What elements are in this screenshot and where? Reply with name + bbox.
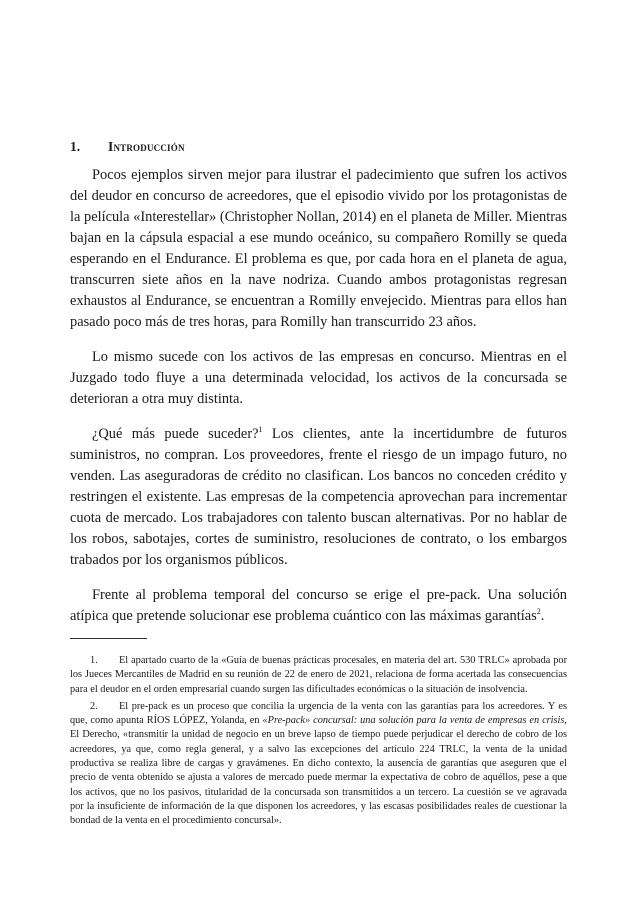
- paragraph-2: Lo mismo sucede con los activos de las empresas en concurso. Mientras en el Juzgado todo fluye a una determinada velocidad, los activos de la concursada se deterioran a otra muy distinta.: [70, 349, 567, 407]
- footnote-text-cont: El Derecho, «transmitir la unidad de negocio en un breve lapso de tiempo puede perjudicar el derecho de cobro de los acreedores, ya que, como regla general, y a salvo las excepciones del artículo 224 TRLC, la venta de la unidad productiva se realiza libre de cargas y gravámenes. En dicho contexto, la ausencia de garantías que aseguren que el precio de venta obtenido se ajusta a valores de mercado puede mermar la expectativa de cobro de aquéllos, pese a que los activos, que no los pasivos, titularidad de la concursada son transmitidos a un tercero. La cuestión se ve agravada por la insuficiente de información de la que disponen los acreedores, y las escasas posibilidades reales de cuestionar la bondad de la venta en el procedimiento concursal».: [70, 729, 567, 827]
- footnotes: [70, 654, 567, 832]
- footnote-2: [70, 700, 567, 829]
- paragraph-3-text-cont: Los clientes, ante la incertidumbre de futuros suministros, no compran. Los proveedores, frente el riesgo de un impago futuro, no venden. Las aseguradoras de crédito no clasifican. Los bancos no conceden crédito y restringen el existente. Las empresas de la competencia aprovechan para incrementar cuota de mercado. Los trabajadores con talento buscan alternativas. Por no hablar de los robos, sabotajes, cortes de suministro, resoluciones de contrato, o los embargos trabados por los organismos públicos.: [70, 426, 567, 568]
- footnote-separator: [70, 638, 147, 639]
- section-heading: [70, 139, 185, 155]
- section-title: Introducción: [108, 139, 185, 154]
- footnote-text: El apartado cuarto de la «Guía de buenas prácticas procesales, en materia del art. 530 TRLC» aprobada por los Jueces Mercantiles de Madrid en su reunión de 22 de enero de 2021, relaciona de forma acertada las consecuencias para el deudor en el orden empresarial cuando surgen las dificultades económicas o la situación de insolvencia.: [70, 655, 567, 695]
- footnote-text: El pre-pack es un proceso que concilia la urgencia de la venta con las garantías para los acreedores. Y es que, como apunta RÍOS LÓPEZ, Yolanda, en: [70, 700, 567, 727]
- footnote-ref-1[interactable]: 1: [258, 425, 263, 435]
- footnote-citation-title: «Pre-pack» concursal: una solución para la venta de empresas en crisis,: [262, 715, 567, 727]
- body-text: [70, 165, 567, 641]
- footnote-number: 2.: [90, 700, 98, 712]
- paragraph-3-text: ¿Qué más puede suceder?: [92, 426, 259, 442]
- footnote-number: 1.: [90, 655, 98, 666]
- paragraph-4: [70, 585, 567, 627]
- paragraph-1: Pocos ejemplos sirven mejor para ilustrar el padecimiento que sufren los activos del deudor en concurso de acreedores, que el episodio vivido por los protagonistas de la película «Interestellar» (Christopher Nollan, 2014) en el planeta de Miller. Mientras bajan en la cápsula espacial a ese mundo oceánico, su compañero Romilly se queda esperando en el Endurance. El problema es que, por cada hora en el planeta de agua, transcurren siete años en la nave nodriza. Cuando ambos protagonistas regresan exhaustos al Endurance, se encuentran a Romilly envejecido. Mientras para ellos han pasado poco más de tres horas, para Romilly han transcurrido 23 años.: [70, 167, 567, 330]
- section-number: 1.: [70, 139, 81, 154]
- footnote-1: [70, 654, 567, 697]
- paragraph-3: [70, 424, 567, 571]
- paragraph-4-text-cont: .: [540, 608, 545, 624]
- paragraph-4-text: Frente al problema temporal del concurso se erige el pre-pack. Una solución atípica que pretende solucionar ese problema cuántico con las máximas garantías: [70, 587, 567, 624]
- footnote-ref-2[interactable]: 2: [536, 607, 541, 617]
